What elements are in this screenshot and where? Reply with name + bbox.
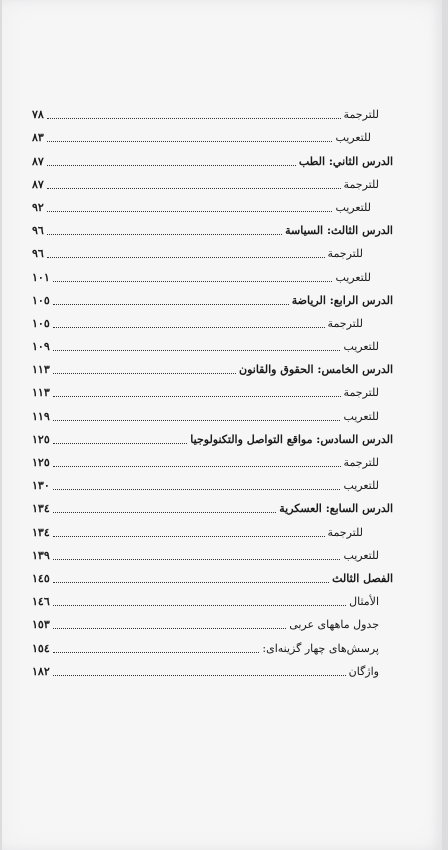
toc-page-number: ١٢٥ <box>32 456 50 469</box>
toc-page-number: ١٢٥ <box>32 432 50 446</box>
toc-page-number: ١٣٠ <box>32 479 50 493</box>
toc-page-number: ١٥٤ <box>32 641 50 655</box>
dot-leader <box>53 396 341 397</box>
toc-entry-row <box>32 192 393 215</box>
toc-entry-title: للترجمة <box>343 108 379 122</box>
toc-page-number: ١٠٩ <box>32 340 50 354</box>
toc-lesson-row <box>32 354 393 377</box>
toc-lesson-row <box>32 285 393 308</box>
toc-entry-row <box>32 656 393 679</box>
dot-leader <box>53 350 341 351</box>
toc-entry-title: للتعريب <box>335 200 371 214</box>
toc-page-number: ٩٦ <box>32 224 44 238</box>
toc-entry-title: پرسش‌های چهار گزینه‌ای: <box>262 641 379 655</box>
toc-entry-row <box>32 261 393 284</box>
toc-entry-title: للتعريب <box>343 548 379 562</box>
dot-leader <box>53 559 341 560</box>
toc-page-number: ٨٣ <box>32 131 44 145</box>
toc-page-number: ١١٩ <box>32 409 50 423</box>
toc-entry-title: جدول ماههای عربی <box>289 618 379 632</box>
toc-entry-title: الدرس الخامس: الحقوق والقانون <box>239 363 393 377</box>
toc-lesson-row <box>32 424 393 447</box>
dot-leader <box>47 188 341 189</box>
toc-page-number: ١٤٦ <box>32 595 50 609</box>
dot-leader <box>47 165 296 166</box>
dot-leader <box>47 234 282 235</box>
toc-entry-title: للتعريب <box>343 479 379 493</box>
toc-entry-title: للترجمة <box>327 525 363 539</box>
dot-leader <box>53 652 260 653</box>
dot-leader <box>53 628 286 629</box>
toc-entry-title: للتعريب <box>343 340 379 354</box>
toc-page-number: ٩٢ <box>32 200 44 214</box>
dot-leader <box>53 605 346 606</box>
toc-entry-row <box>32 308 393 331</box>
toc-entry-title: الدرس الثالث: السياسة <box>285 224 393 238</box>
toc-entry-row <box>32 447 393 470</box>
toc-entry-title: للتعريب <box>335 270 371 284</box>
toc-page-number: ١٨٢ <box>32 664 50 678</box>
toc-entry-title: للترجمة <box>343 177 379 191</box>
toc-page-number: ٩٦ <box>32 247 44 261</box>
toc-entry-row <box>32 238 393 261</box>
toc-page-number: ٧٨ <box>32 108 44 122</box>
toc-entry-row <box>32 331 393 354</box>
dot-leader <box>53 536 325 537</box>
toc-entry-row <box>32 377 393 400</box>
toc-entry-title: الدرس السادس: مواقع التواصل والتكنولوجيا <box>190 432 393 446</box>
toc-entry-title: للترجمة <box>343 456 379 469</box>
toc-entry-row <box>32 400 393 423</box>
dot-leader <box>47 141 333 142</box>
toc-entry-title: الفصل الثالث <box>332 571 393 585</box>
toc-page-number: ١٠١ <box>32 270 50 284</box>
book-page <box>2 0 442 850</box>
toc-entry-title: واژگان <box>348 664 379 678</box>
toc-entry-row <box>32 540 393 563</box>
toc-entry-title: للترجمة <box>327 247 363 261</box>
toc-page-number: ١٤٥ <box>32 571 50 585</box>
toc-page-number: ٨٧ <box>32 154 44 168</box>
toc-entry-row <box>32 470 393 493</box>
toc-page-number: ١٥٣ <box>32 618 50 632</box>
toc-entry-title: للترجمة <box>343 386 379 400</box>
toc-lesson-row <box>32 493 393 516</box>
dot-leader <box>47 118 341 119</box>
toc-page-number: ١٣٤ <box>32 525 50 539</box>
toc-page-number: ١١٣ <box>32 363 50 377</box>
dot-leader <box>53 512 277 513</box>
dot-leader <box>53 466 341 467</box>
toc-entry-row <box>32 169 393 192</box>
toc-lesson-row <box>32 215 393 238</box>
dot-leader <box>53 373 236 374</box>
toc-entry-row <box>32 586 393 609</box>
toc-entry-title: للتعريب <box>335 131 371 145</box>
dot-leader <box>53 304 289 305</box>
toc-page-number: ١٠٥ <box>32 293 50 307</box>
toc-entry-row <box>32 99 393 122</box>
dot-leader <box>53 489 341 490</box>
toc-lesson-row <box>32 145 393 168</box>
toc-page-number: ١٣٤ <box>32 502 50 516</box>
toc-page-number: ١١٣ <box>32 386 50 400</box>
toc-lesson-row <box>32 563 393 586</box>
toc-entry-title: الدرس السابع: العسكرية <box>279 502 393 516</box>
toc-page-number: ١٠٥ <box>32 316 50 330</box>
toc-entry-title: الدرس الثاني: الطب <box>298 154 393 168</box>
toc-entry-title: الأمثال <box>349 595 379 609</box>
toc-entry-row <box>32 632 393 655</box>
toc-entry-title: الدرس الرابع: الرياضة <box>291 293 393 307</box>
table-of-contents <box>32 99 393 679</box>
dot-leader <box>47 257 325 258</box>
dot-leader <box>53 675 346 676</box>
toc-entry-row <box>32 122 393 145</box>
toc-entry-title: للتعريب <box>343 409 379 423</box>
toc-page-number: ١٣٩ <box>32 548 50 562</box>
toc-entry-row <box>32 609 393 632</box>
dot-leader <box>53 443 188 444</box>
dot-leader <box>47 211 333 212</box>
dot-leader <box>53 420 341 421</box>
toc-page-number: ٨٧ <box>32 177 44 191</box>
toc-entry-title: للترجمة <box>327 316 363 330</box>
dot-leader <box>53 281 333 282</box>
dot-leader <box>53 582 329 583</box>
dot-leader <box>53 327 325 328</box>
toc-entry-row <box>32 516 393 539</box>
